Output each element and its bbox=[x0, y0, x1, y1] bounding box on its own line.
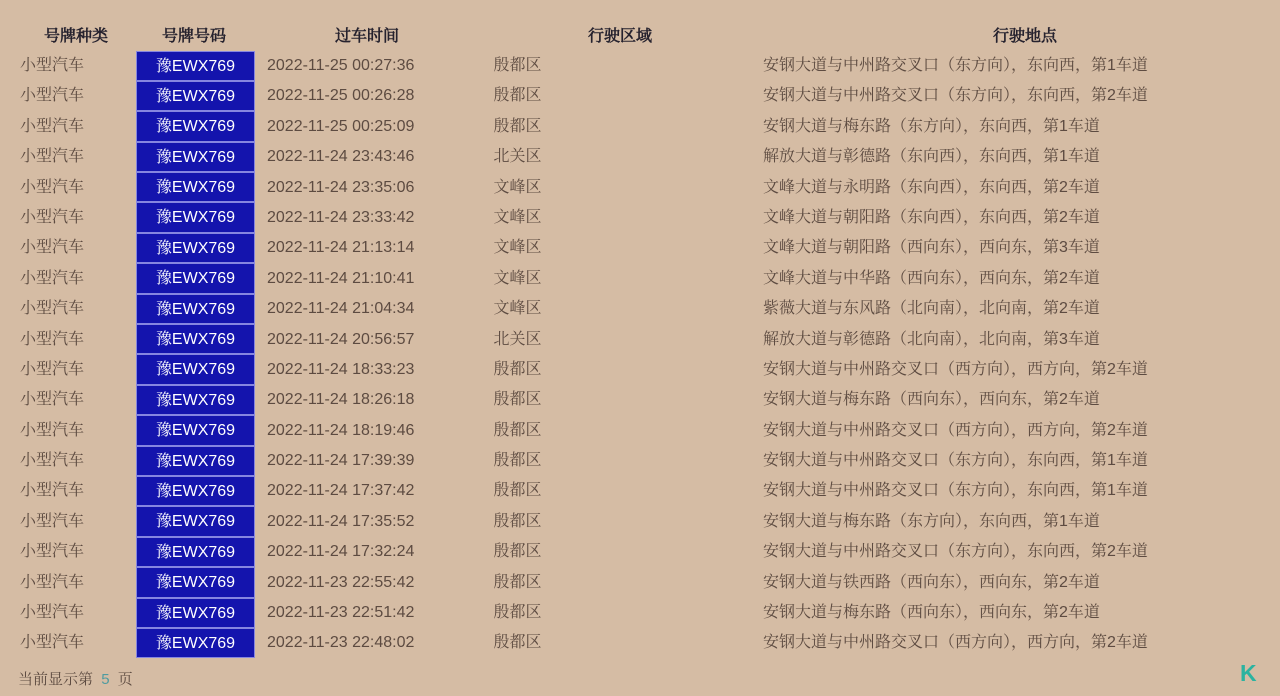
column-header-pass-time: 过车时间 bbox=[334, 28, 400, 45]
table-row bbox=[0, 112, 1280, 142]
plate-number-badge[interactable]: 豫EWX769 bbox=[136, 628, 255, 658]
plate-number-badge[interactable]: 豫EWX769 bbox=[136, 385, 255, 415]
pass-time-cell: 2022-11-24 17:35:52 bbox=[267, 512, 415, 530]
driving-area-cell: 北关区 bbox=[493, 330, 542, 348]
driving-area-cell: 殷都区 bbox=[493, 543, 542, 561]
pass-time-cell: 2022-11-23 22:55:42 bbox=[267, 573, 415, 591]
driving-place-cell: 解放大道与彰德路（东向西），东向西，第1车道 bbox=[763, 148, 1100, 166]
plate-number-badge[interactable]: 豫EWX769 bbox=[136, 51, 255, 81]
plate-type-cell: 小型汽车 bbox=[20, 634, 85, 652]
driving-place-cell: 安钢大道与中州路交叉口（东方向），东向西，第2车道 bbox=[763, 87, 1148, 105]
table-row bbox=[0, 173, 1280, 203]
driving-place-cell: 安钢大道与中州路交叉口（东方向），东向西，第1车道 bbox=[763, 452, 1148, 470]
driving-place-cell: 解放大道与彰德路（北向南），北向南，第3车道 bbox=[763, 330, 1100, 348]
pass-time-cell: 2022-11-24 17:32:24 bbox=[267, 543, 415, 561]
driving-area-cell: 殷都区 bbox=[493, 512, 542, 530]
plate-type-cell: 小型汽车 bbox=[20, 543, 85, 561]
pass-time-cell: 2022-11-23 22:48:02 bbox=[267, 634, 415, 652]
pass-time-cell: 2022-11-24 20:56:57 bbox=[267, 330, 415, 348]
driving-place-cell: 安钢大道与中州路交叉口（东方向），东向西，第1车道 bbox=[763, 482, 1148, 500]
pass-time-cell: 2022-11-24 18:26:18 bbox=[267, 391, 415, 409]
driving-place-cell: 文峰大道与朝阳路（西向东），西向东，第3车道 bbox=[763, 239, 1100, 257]
driving-area-cell: 殷都区 bbox=[493, 573, 542, 591]
driving-area-cell: 殷都区 bbox=[493, 117, 542, 135]
table-row bbox=[0, 537, 1280, 567]
plate-type-cell: 小型汽车 bbox=[20, 148, 85, 166]
driving-area-cell: 殷都区 bbox=[493, 360, 542, 378]
plate-type-cell: 小型汽车 bbox=[20, 269, 85, 287]
column-header-plate-number: 号牌号码 bbox=[161, 28, 227, 45]
table-row bbox=[0, 385, 1280, 415]
pass-time-cell: 2022-11-24 21:10:41 bbox=[267, 269, 415, 287]
plate-type-cell: 小型汽车 bbox=[20, 482, 85, 500]
driving-area-cell: 殷都区 bbox=[493, 604, 542, 622]
pass-time-cell: 2022-11-24 17:37:42 bbox=[267, 482, 415, 500]
plate-number-badge[interactable]: 豫EWX769 bbox=[136, 263, 255, 293]
table-row bbox=[0, 203, 1280, 233]
driving-area-cell: 殷都区 bbox=[493, 634, 542, 652]
driving-area-cell: 文峰区 bbox=[493, 178, 542, 196]
table-row bbox=[0, 325, 1280, 355]
table-row bbox=[0, 628, 1280, 658]
plate-number-badge[interactable]: 豫EWX769 bbox=[136, 111, 255, 141]
pass-time-cell: 2022-11-24 21:04:34 bbox=[267, 300, 415, 318]
column-header-driving-place: 行驶地点 bbox=[992, 28, 1058, 45]
driving-area-cell: 殷都区 bbox=[493, 391, 542, 409]
driving-place-cell: 安钢大道与中州路交叉口（东方向），东向西，第1车道 bbox=[763, 57, 1148, 74]
pass-time-cell: 2022-11-25 00:26:28 bbox=[267, 87, 415, 105]
driving-area-cell: 殷都区 bbox=[493, 482, 542, 500]
driving-place-cell: 文峰大道与永明路（东向西），东向西，第2车道 bbox=[763, 178, 1100, 196]
driving-area-cell: 北关区 bbox=[493, 148, 542, 166]
plate-type-cell: 小型汽车 bbox=[20, 573, 85, 591]
plate-number-badge[interactable]: 豫EWX769 bbox=[136, 81, 255, 111]
table-row bbox=[0, 142, 1280, 172]
table-row bbox=[0, 355, 1280, 385]
pass-time-cell: 2022-11-24 18:19:46 bbox=[267, 421, 415, 439]
plate-number-badge[interactable]: 豫EWX769 bbox=[136, 294, 255, 324]
plate-number-badge[interactable]: 豫EWX769 bbox=[136, 202, 255, 232]
plate-type-cell: 小型汽车 bbox=[20, 452, 85, 470]
plate-type-cell: 小型汽车 bbox=[20, 421, 85, 439]
driving-place-cell: 安钢大道与梅东路（西向东），西向东，第2车道 bbox=[763, 604, 1100, 622]
table-row bbox=[0, 446, 1280, 476]
plate-type-cell: 小型汽车 bbox=[20, 604, 85, 622]
driving-area-cell: 文峰区 bbox=[493, 208, 542, 226]
plate-type-cell: 小型汽车 bbox=[20, 87, 85, 105]
pass-time-cell: 2022-11-25 00:25:09 bbox=[267, 117, 415, 135]
pass-time-cell: 2022-11-25 00:27:36 bbox=[267, 57, 415, 74]
driving-area-cell: 殷都区 bbox=[493, 57, 542, 74]
table-row bbox=[0, 81, 1280, 111]
plate-type-cell: 小型汽车 bbox=[20, 330, 85, 348]
table-row bbox=[0, 598, 1280, 628]
plate-number-badge[interactable]: 豫EWX769 bbox=[136, 354, 255, 384]
plate-type-cell: 小型汽车 bbox=[20, 239, 85, 257]
table-row bbox=[0, 264, 1280, 294]
plate-type-cell: 小型汽车 bbox=[20, 360, 85, 378]
plate-type-cell: 小型汽车 bbox=[20, 512, 85, 530]
plate-number-badge[interactable]: 豫EWX769 bbox=[136, 415, 255, 445]
pass-time-cell: 2022-11-24 23:35:06 bbox=[267, 178, 415, 196]
pass-time-cell: 2022-11-24 23:43:46 bbox=[267, 148, 415, 166]
page-prefix-label: 当前显示第 bbox=[18, 671, 94, 688]
pass-time-cell: 2022-11-23 22:51:42 bbox=[267, 604, 415, 622]
plate-number-badge[interactable]: 豫EWX769 bbox=[136, 172, 255, 202]
driving-place-cell: 安钢大道与中州路交叉口（西方向），西方向，第2车道 bbox=[763, 421, 1148, 439]
plate-number-badge[interactable]: 豫EWX769 bbox=[136, 506, 255, 536]
plate-number-badge[interactable]: 豫EWX769 bbox=[136, 567, 255, 597]
table-header bbox=[0, 0, 1280, 51]
driving-place-cell: 安钢大道与铁西路（西向东），西向东，第2车道 bbox=[763, 573, 1100, 591]
driving-area-cell: 文峰区 bbox=[493, 300, 542, 318]
driving-place-cell: 安钢大道与中州路交叉口（西方向），西方向，第2车道 bbox=[763, 360, 1148, 378]
page-suffix-label: 页 bbox=[117, 671, 133, 688]
plate-type-cell: 小型汽车 bbox=[20, 57, 85, 74]
driving-place-cell: 安钢大道与中州路交叉口（西方向），西方向，第2车道 bbox=[763, 634, 1148, 652]
driving-area-cell: 殷都区 bbox=[493, 87, 542, 105]
driving-area-cell: 文峰区 bbox=[493, 269, 542, 287]
plate-type-cell: 小型汽车 bbox=[20, 117, 85, 135]
driving-place-cell: 安钢大道与梅东路（东方向），东向西，第1车道 bbox=[763, 512, 1100, 530]
plate-number-badge[interactable]: 豫EWX769 bbox=[136, 324, 255, 354]
plate-type-cell: 小型汽车 bbox=[20, 178, 85, 196]
driving-area-cell: 殷都区 bbox=[493, 421, 542, 439]
driving-place-cell: 文峰大道与朝阳路（东向西），东向西，第2车道 bbox=[763, 208, 1100, 226]
driving-place-cell: 安钢大道与梅东路（西向东），西向东，第2车道 bbox=[763, 391, 1100, 409]
driving-area-cell: 殷都区 bbox=[493, 452, 542, 470]
table-row bbox=[0, 568, 1280, 598]
table-body bbox=[0, 51, 1280, 659]
pass-time-cell: 2022-11-24 23:33:42 bbox=[267, 208, 415, 226]
current-page-number: 5 bbox=[101, 671, 110, 688]
table-row bbox=[0, 507, 1280, 537]
plate-type-cell: 小型汽车 bbox=[20, 391, 85, 409]
driving-place-cell: 安钢大道与梅东路（东方向），东向西，第1车道 bbox=[763, 117, 1100, 135]
table-row bbox=[0, 294, 1280, 324]
k-logo-watermark: K bbox=[1240, 660, 1257, 686]
pagination-status bbox=[18, 668, 133, 689]
plate-number-badge[interactable]: 豫EWX769 bbox=[136, 233, 255, 263]
plate-number-badge[interactable]: 豫EWX769 bbox=[136, 598, 255, 628]
plate-number-badge[interactable]: 豫EWX769 bbox=[136, 476, 255, 506]
plate-type-cell: 小型汽车 bbox=[20, 208, 85, 226]
pass-time-cell: 2022-11-24 18:33:23 bbox=[267, 360, 415, 378]
driving-area-cell: 文峰区 bbox=[493, 239, 542, 257]
column-header-plate-type: 号牌种类 bbox=[43, 28, 109, 45]
driving-place-cell: 文峰大道与中华路（西向东），西向东，第2车道 bbox=[763, 269, 1100, 287]
table-row bbox=[0, 416, 1280, 446]
table-row bbox=[0, 476, 1280, 506]
column-header-driving-area: 行驶区域 bbox=[587, 28, 653, 45]
plate-number-badge[interactable]: 豫EWX769 bbox=[136, 142, 255, 172]
driving-place-cell: 安钢大道与中州路交叉口（东方向），东向西，第2车道 bbox=[763, 543, 1148, 561]
plate-number-badge[interactable]: 豫EWX769 bbox=[136, 446, 255, 476]
pass-time-cell: 2022-11-24 21:13:14 bbox=[267, 239, 415, 257]
pass-time-cell: 2022-11-24 17:39:39 bbox=[267, 452, 415, 470]
table-row bbox=[0, 233, 1280, 263]
driving-place-cell: 紫薇大道与东风路（北向南），北向南，第2车道 bbox=[763, 300, 1100, 318]
plate-type-cell: 小型汽车 bbox=[20, 300, 85, 318]
plate-number-badge[interactable]: 豫EWX769 bbox=[136, 537, 255, 567]
table-row bbox=[0, 51, 1280, 81]
